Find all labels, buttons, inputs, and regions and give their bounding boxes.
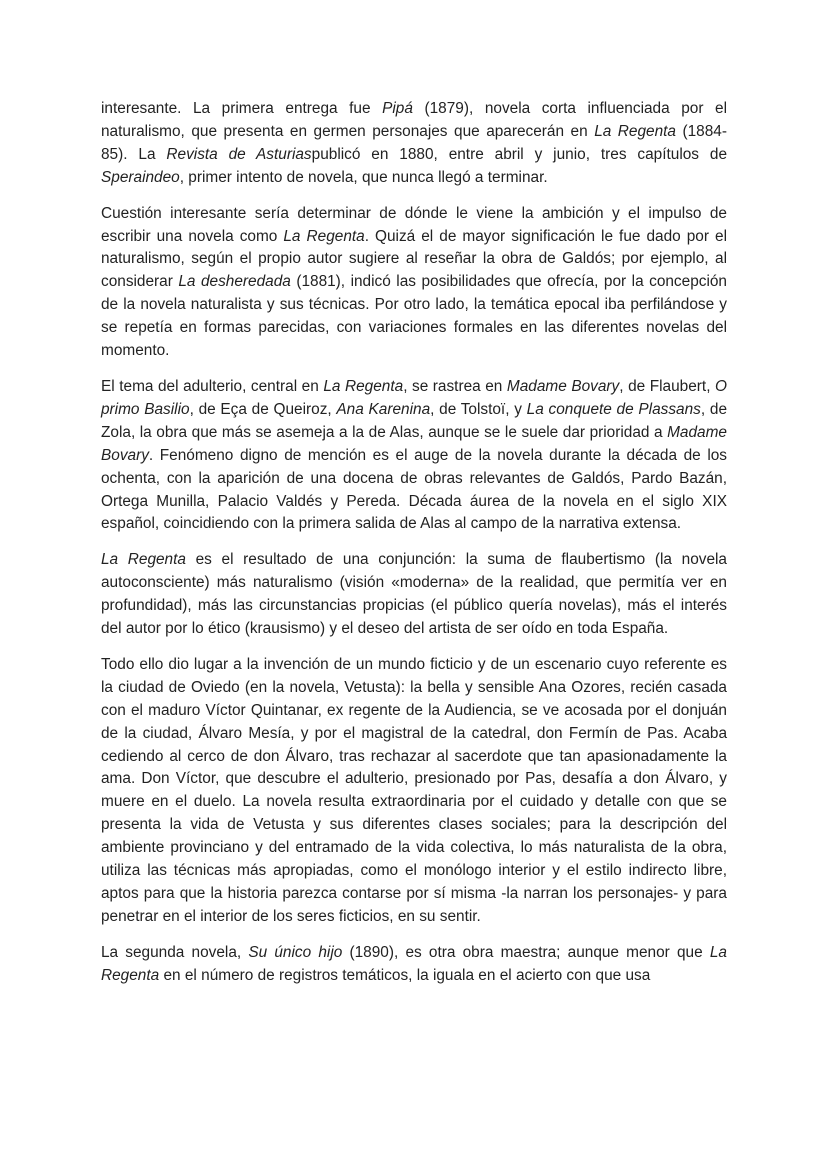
document-page: [101, 98, 727, 1001]
italic-title-text: La Regenta: [594, 122, 676, 140]
paragraph: [101, 654, 727, 929]
italic-title-text: Pipá: [382, 100, 413, 117]
italic-title-text: La Regenta: [101, 943, 727, 984]
italic-title-text: La Regenta: [283, 227, 365, 245]
body-text: , primer intento de novela, que nunca llegó a terminar.: [179, 168, 548, 186]
italic-title-text: Revista de Asturias: [166, 145, 312, 163]
paragraph: [101, 376, 727, 536]
body-text: interesante. La primera entrega fue: [101, 100, 383, 117]
italic-title-text: Speraindeo: [101, 168, 180, 186]
body-text: . Quizá el de mayor significación le fue dado por el naturalismo, según el propio autor sugiere al reseñar la obra de Galdós; por ejemplo, al considerar: [101, 227, 727, 291]
italic-title-text: La desheredada: [178, 273, 291, 291]
italic-title-text: Madame Bovary: [506, 377, 620, 395]
body-text: en el número de registros temáticos, la iguala en el acierto con que usa: [159, 966, 651, 984]
body-text: La segunda novela,: [101, 943, 249, 961]
body-text: (1890), es otra obra maestra; aunque menor que: [342, 943, 710, 961]
body-text: . Fenómeno digno de mención es el auge de la novela durante la década de los ochenta, con la aparición de una docena de obras relevantes de Galdós, Pardo Bazán, Ortega Munilla, Palacio Valdés y Pereda. Década áurea de la novela en el siglo XIX español, coincidiendo con la primera salida de Alas al campo de la narrativa extensa.: [101, 446, 727, 533]
italic-title-text: La conquete de Plassans: [526, 400, 701, 418]
body-text: (1879), novela corta influenciada por el naturalismo, que presenta en germen personajes que aparecerán en: [101, 100, 728, 140]
body-text: , se rastrea en: [403, 377, 507, 395]
body-text: publicó en 1880, entre abril y junio, tres capítulos de: [311, 145, 727, 163]
italic-title-text: Su único hijo: [248, 943, 343, 961]
body-text: , de Zola, la obra que más se asemeja a la de Alas, aunque se le suele dar prioridad a: [101, 400, 727, 441]
italic-title-text: Madame Bovary: [101, 423, 727, 464]
italic-title-text: Ana Karenina: [336, 400, 431, 418]
body-text: , de Flaubert,: [619, 377, 716, 395]
paragraph: [101, 203, 727, 363]
italic-title-text: O primo Basilio: [101, 377, 727, 418]
italic-title-text: La Regenta: [101, 551, 186, 569]
paragraph: [101, 942, 727, 988]
italic-title-text: La Regenta: [323, 377, 404, 395]
body-text: Cuestión interesante sería determinar de dónde le viene la ambición y el impulso de escribir una novela como: [101, 204, 727, 245]
body-text: (1881), indicó las posibilidades que ofrecía, por la concepción de la novela naturalista y sus técnicas. Por otro lado, la temática epocal iba perfilándose y se repetía en formas parecidas, con variaciones formales en las diferentes novelas del momento.: [101, 273, 727, 360]
body-text: Todo ello dio lugar a la invención de un mundo ficticio y de un escenario cuyo referente es la ciudad de Oviedo (en la novela, Vetusta): la bella y sensible Ana Ozores, recién casada con el maduro Víctor Quintanar, ex regente de la Audiencia, se ve acosada por el donjuán de la ciudad, Álvaro Mesía, y por el magistral de la catedral, don Fermín de Pas. Acaba cediendo al cerco de don Álvaro, tras rechazar al sacerdote que tan apasionadamente la ama. Don Víctor, que descubre el adulterio, presionado por Pas, desafía a don Álvaro, y muere en el duelo. La novela resulta extraordinaria por el cuidado y detalle con que se presenta la vida de Vetusta y sus diferentes clases sociales; para la descripción del ambiente provinciano y del entramado de la vida colectiva, lo más naturalista de la obra, utiliza las técnicas más apropiadas, como el monólogo interior y el estilo indirecto libre, aptos para que la historia parezca contarse por sí misma -la narran los personajes- y para penetrar en el interior de los seres ficticios, en su sentir.: [101, 655, 727, 925]
body-text: (1884-85). La: [101, 122, 727, 163]
body-text: , de Tolstoï, y: [430, 400, 527, 418]
body-text: El tema del adulterio, central en: [101, 377, 324, 395]
body-text: es el resultado de una conjunción: la suma de flaubertismo (la novela autoconsciente) más naturalismo (visión «moderna» de la realidad, que permitía ver en profundidad), más las circunstancias propicias (el público quería novelas), más el interés del autor por lo ético (krausismo) y el deseo del artista de ser oído en toda España.: [101, 551, 727, 638]
body-text: , de Eça de Queiroz,: [189, 400, 337, 418]
paragraph: [101, 549, 727, 641]
paragraph: [101, 98, 727, 190]
